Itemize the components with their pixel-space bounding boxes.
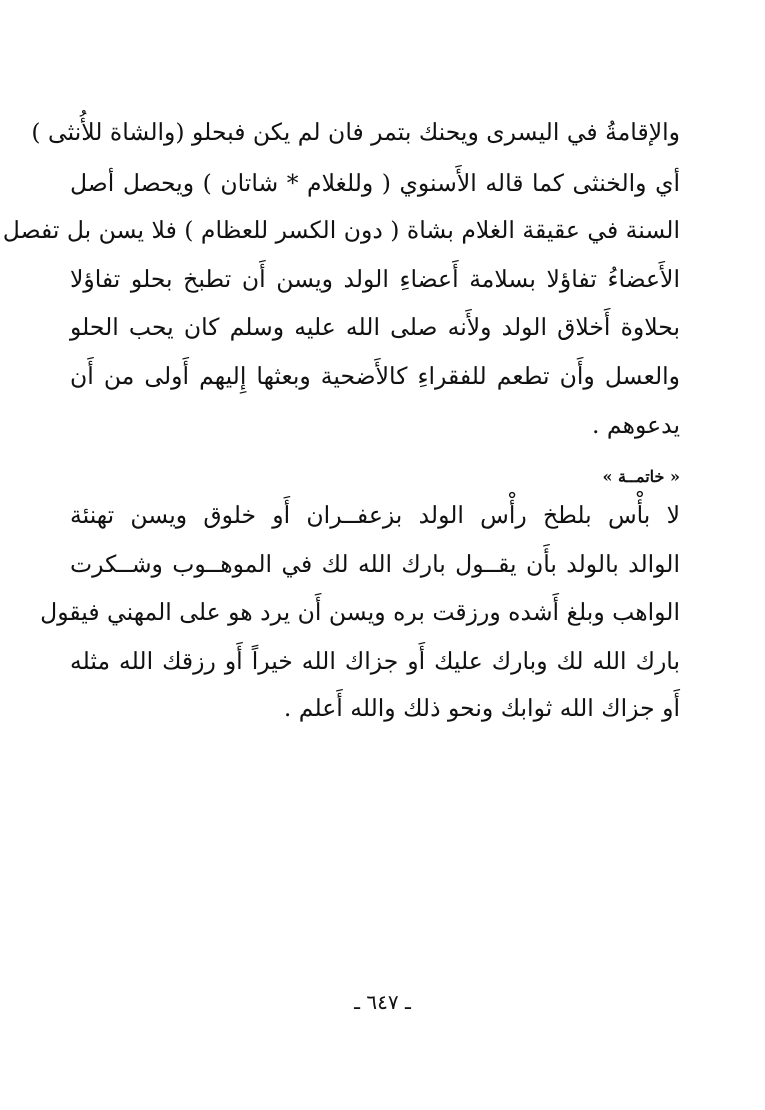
paragraph-1-line-3: السنة في عقيقة الغلام بشاة ( دون الكسر للعظام ) فلا يسن بل تفصل xyxy=(2,216,680,244)
paragraph-1-line-5: بحلاوة أَخلاق الولد ولأَنه صلى الله عليه وسلم كان يحب الحلو xyxy=(70,313,680,341)
paragraph-1-line-4: الأَعضاءُ تفاؤلا بسلامة أَعضاءِ الولد ويسن أَن تطبخ بحلو تفاؤلا xyxy=(70,265,680,293)
paragraph-1-line-1: والإقامةُ في اليسرى ويحنك بتمر فان لم يكن فبحلو (والشاة للأُنثى ) xyxy=(31,118,680,146)
paragraph-2-line-1: لا بأْس بلطخ رأْس الولد بزعفــران أَو خلوق ويسن تهنئة xyxy=(70,501,680,529)
main-text xyxy=(2,0,680,1110)
page-number: ـ ٦٤٧ ـ xyxy=(354,990,411,1014)
paragraph-2-line-2: الوالد بالولد بأَن يقــول بارك الله لك في الموهــوب وشــكرت xyxy=(70,550,680,578)
section-heading: « خاتمــة » xyxy=(602,467,680,486)
paragraph-1-line-6: والعسل وأَن تطعم للفقراءِ كالأَضحية وبعثها إِليهم أَولى من أَن xyxy=(70,362,680,390)
paragraph-2-line-4: بارك الله لك وبارك عليك أَو جزاك الله خيراً أَو رزقك الله مثله xyxy=(70,647,680,675)
paragraph-1-line-7: يدعوهم . xyxy=(591,411,680,439)
paragraph-2-line-5: أَو جزاك الله ثوابك ونحو ذلك والله أَعلم . xyxy=(283,694,680,722)
paragraph-1-line-2: أي والخنثى كما قاله الأَسنوي ( وللغلام * شاتان ) ويحصل أصل xyxy=(70,169,680,197)
paragraph-2-line-3: الواهب وبلغ أَشده ورزقت بره ويسن أَن يرد هو على المهني فيقول xyxy=(40,598,680,626)
